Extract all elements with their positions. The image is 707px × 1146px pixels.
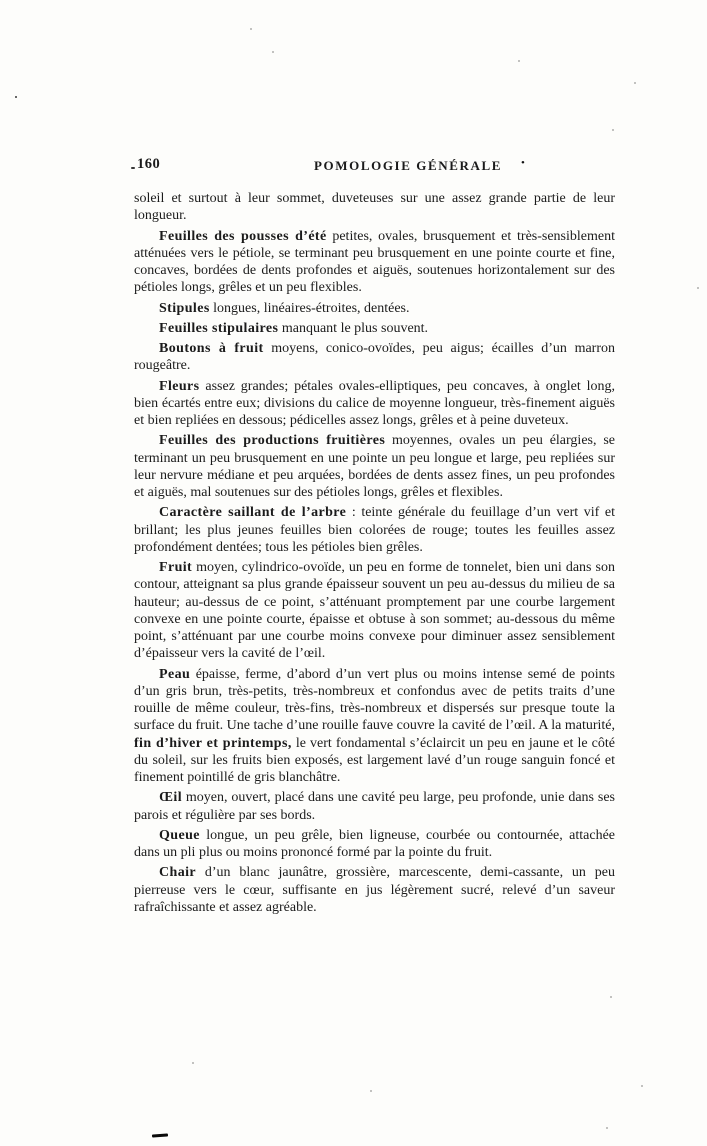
scan-speck — [370, 1090, 372, 1092]
scan-speck — [697, 287, 699, 289]
paragraph-text: longues, linéaires-étroites, dentées. — [209, 300, 410, 316]
paragraph-lead: Feuilles stipulaires — [159, 320, 279, 336]
scan-speck — [250, 28, 252, 30]
paragraph — [134, 559, 615, 663]
scan-speck — [606, 1127, 608, 1129]
paragraph — [134, 666, 615, 787]
paragraph — [134, 789, 615, 824]
scan-speck — [131, 167, 135, 169]
paragraph-text: petites, ovales, brusquement et très-sensiblement atténuées vers le pétiole, se terminant peu brusquement en une pointe courte et fine, concaves, bordées de dents profondes et aiguës, soutenues horizontalement sur des pétioles longs, grêles et un peu flexibles. — [134, 228, 615, 296]
scan-ink-dash — [152, 1133, 168, 1137]
paragraph — [134, 190, 615, 225]
paragraph — [134, 827, 615, 862]
paragraph-lead: Boutons à fruit — [159, 341, 264, 356]
paragraph-text: moyen, cylindrico-ovoïde, un peu en forme de tonnelet, bien uni dans son contour, atteignant sa plus grande épaisseur souvent un peu au-dessus du milieu de sa hauteur; au-dessus de ce point, s’atténuant promptement par une courbe largement convexe en une pointe courte, épaisse et obtuse à son sommet; au-dessous du même point, s’atténuant par une courbe moins convexe pour diminuer assez sensiblement d’épaisseur vers la cavité de l’œil. — [134, 560, 615, 662]
paragraph-lead: Queue — [159, 827, 200, 843]
paragraph — [134, 228, 615, 297]
paragraph-lead: Feuilles des pousses d’été — [159, 228, 327, 244]
paragraph-lead: Caractère saillant de l’arbre — [159, 505, 347, 521]
scan-speck — [641, 1085, 643, 1087]
paragraph — [134, 864, 615, 916]
paragraph-text: d’un blanc jaunâtre, grossière, marcescente, demi-cassante, un peu pierreuse vers le cœur, suffisante en jus légèrement sucré, relevé d’un saveur rafraîchissante et assez agréable. — [134, 865, 615, 915]
header-ink-mark: • — [521, 157, 525, 169]
paragraph — [134, 320, 615, 337]
paragraph — [134, 378, 615, 430]
paragraph-text: longue, un peu grêle, bien ligneuse, courbée ou contournée, attachée dans un pli plus ou moins prononcé formé par la pointe du fruit. — [134, 827, 615, 860]
paragraph-lead: Stipules — [159, 300, 210, 316]
paragraph-text: soleil et surtout à leur sommet, duveteuses sur une assez grande partie de leur longueur. — [134, 191, 615, 224]
paragraph-text: moyen, ouvert, placé dans une cavité peu large, peu profonde, unie dans ses parois et régulière par ses bords. — [134, 790, 615, 823]
paragraph-lead: Fruit — [159, 560, 193, 575]
paragraph-lead: Peau — [159, 666, 191, 682]
page-number: 160 — [137, 156, 161, 172]
paragraph-text: : teinte générale du feuillage d’un vert vif et brillant; les plus jeunes feuilles bien colorées de rouge; toutes les feuilles assez profondément dentées; tous les pétioles bien grêles. — [134, 505, 615, 555]
paragraph-lead: Chair — [159, 865, 196, 881]
text-column — [134, 190, 615, 919]
paragraph-text: assez grandes; pétales ovales-elliptiques, peu concaves, à onglet long, bien écartés entre eux; divisions du calice de moyenne longueur, très-finement aiguës et bien repliées en dessous; pédicelles assez longs, grêles et à peine duveteux. — [134, 378, 615, 428]
scan-speck — [634, 82, 636, 84]
paragraph-lead: Feuilles des productions fruitières — [159, 433, 386, 449]
scan-speck — [612, 129, 614, 131]
paragraph-text: moyens, conico-ovoïdes, peu aigus; écailles d’un marron rougeâtre. — [134, 341, 615, 374]
paragraph — [134, 504, 615, 556]
scan-speck — [610, 996, 612, 998]
paragraph-text: moyennes, ovales un peu élargies, se terminant un peu brusquement en une pointe un peu longue et large, peu repliées sur leur nervure médiane et peu arquées, bordées de dents assez fines, un peu profondes et aiguës, mal soutenues sur des pétioles longs, grêles et flexibles. — [134, 433, 616, 500]
paragraph-lead: Fleurs — [159, 378, 200, 394]
scan-speck — [192, 1062, 194, 1064]
paragraph — [134, 300, 615, 317]
paragraph-text: épaisse, ferme, d’abord d’un vert plus ou moins intense semé de points d’un gris brun, très-petits, très-nombreux et confondus avec de petits traits d’une rouille de même couleur, très-fins, très-nombreux et dispersés sur presque toute la surface du fruit. Une tache d’une rouille fauve couvre la cavité de l’œil. A la maturité, — [134, 666, 615, 734]
scan-speck — [15, 96, 17, 98]
paragraph-text: manquant le plus souvent. — [278, 320, 429, 336]
paragraph — [134, 340, 615, 375]
paragraph-lead: Œil — [159, 790, 182, 806]
paragraph-bold-inline: fin d’hiver et printemps, — [134, 735, 292, 751]
paragraph — [134, 432, 615, 501]
paragraph-text-after: le vert fondamental s’éclaircit un peu en jaune et le côté du soleil, sur les fruits bien exposés, est largement lavé d’un rouge sanguin foncé et finement pointillé de gris blanchâtre. — [134, 735, 615, 785]
scan-speck — [518, 60, 520, 62]
scan-speck — [272, 51, 274, 53]
running-title: POMOLOGIE GÉNÉRALE — [314, 158, 503, 173]
